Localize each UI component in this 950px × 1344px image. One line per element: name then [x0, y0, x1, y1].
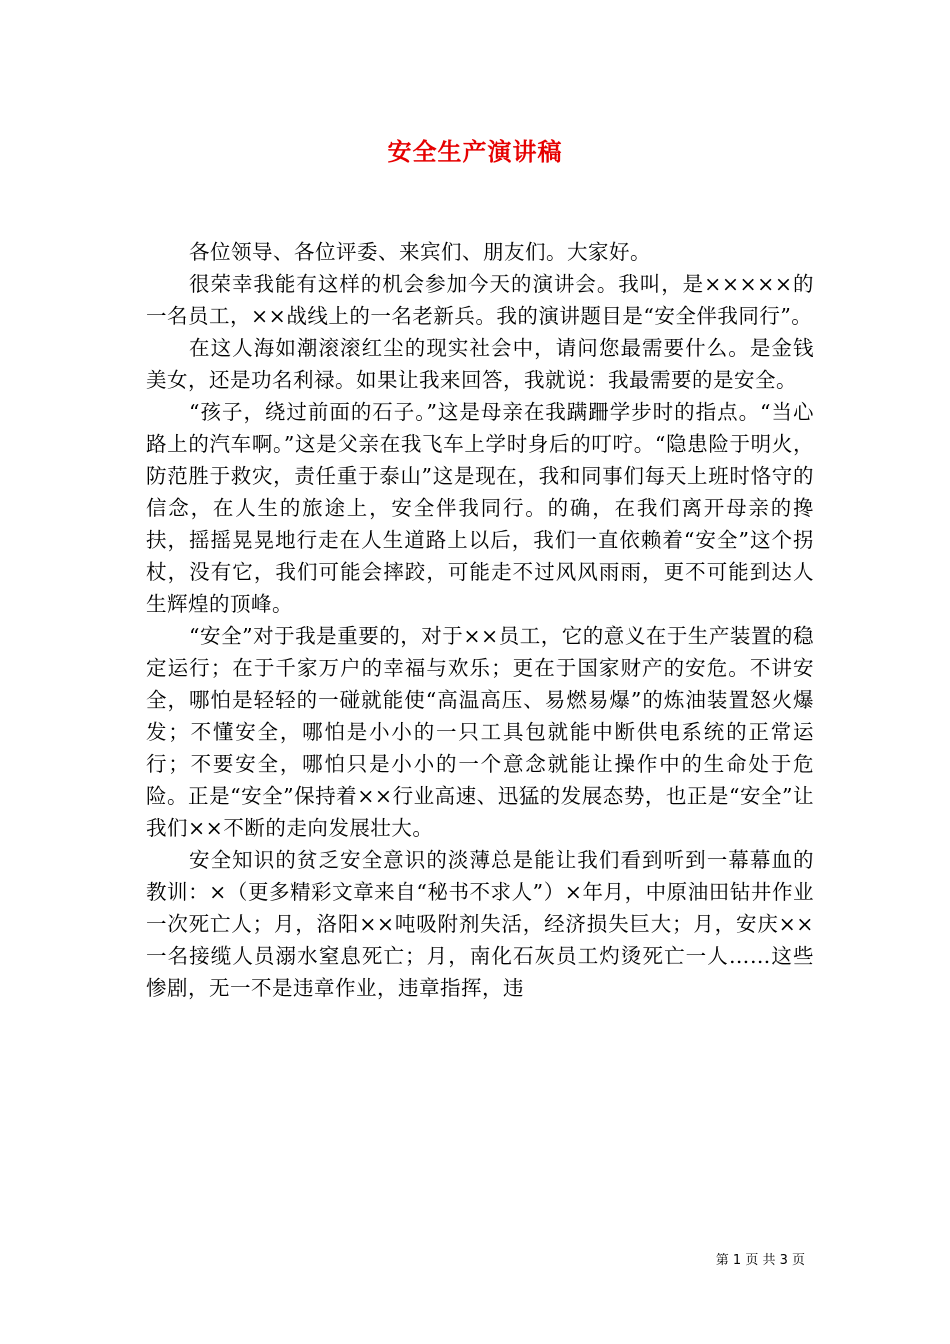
paragraph-introduction: 很荣幸我能有这样的机会参加今天的演讲会。我叫，是×××××的一名员工，××战线上的一名老新兵。我的演讲题目是“安全伴我同行”。 [146, 272, 814, 328]
document-body [146, 236, 814, 1004]
paragraph-question: 在这人海如潮滚滚红尘的现实社会中，请问您最需要什么。是金钱美女，还是功名利禄。如果让我来回答，我就说：我最需要的是安全。 [146, 336, 814, 392]
document-title: 安全生产演讲稿 [387, 137, 563, 166]
paragraph-family-advice: “孩子，绕过前面的石子。”这是母亲在我蹒跚学步时的指点。“当心路上的汽车啊。”这是父亲在我飞车上学时身后的叮咛。“隐患险于明火，防范胜于救灾，责任重于泰山”这是现在，我和同事们每天上班时恪守的信念，在人生的旅途上，安全伴我同行。的确，在我们离开母亲的搀扶，摇摇晃晃地行走在人生道路上以后，我们一直依赖着“安全”这个拐杖，没有它，我们可能会摔跤，可能走不过风风雨雨，更不可能到达人生辉煌的顶峰。 [146, 400, 814, 616]
paragraph-lessons: 安全知识的贫乏安全意识的淡薄总是能让我们看到听到一幕幕血的教训：×（更多精彩文章来自“秘书不求人”）×年月，中原油田钻井作业一次死亡人；月，洛阳××吨吸附剂失活，经济损失巨大；月，安庆××一名接缆人员溺水窒息死亡；月，南化石灰员工灼烫死亡一人……这些惨剧，无一不是违章作业，违章指挥，违 [146, 848, 814, 1000]
page-number-footer: 第 1 页 共 3 页 [715, 1253, 805, 1268]
paragraph-greeting: 各位领导、各位评委、来宾们、朋友们。大家好。 [189, 240, 652, 264]
paragraph-importance: “安全”对于我是重要的，对于××员工，它的意义在于生产装置的稳定运行；在于千家万户的幸福与欢乐；更在于国家财产的安危。不讲安全，哪怕是轻轻的一碰就能使“高温高压、易燃易爆”的炼油装置怒火爆发；不懂安全，哪怕是小小的一只工具包就能中断供电系统的正常运行；不要安全，哪怕只是小小的一个意念就能让操作中的生命处于危险。正是“安全”保持着××行业高速、迅猛的发展态势，也正是“安全”让我们××不断的走向发展壮大。 [146, 624, 814, 840]
